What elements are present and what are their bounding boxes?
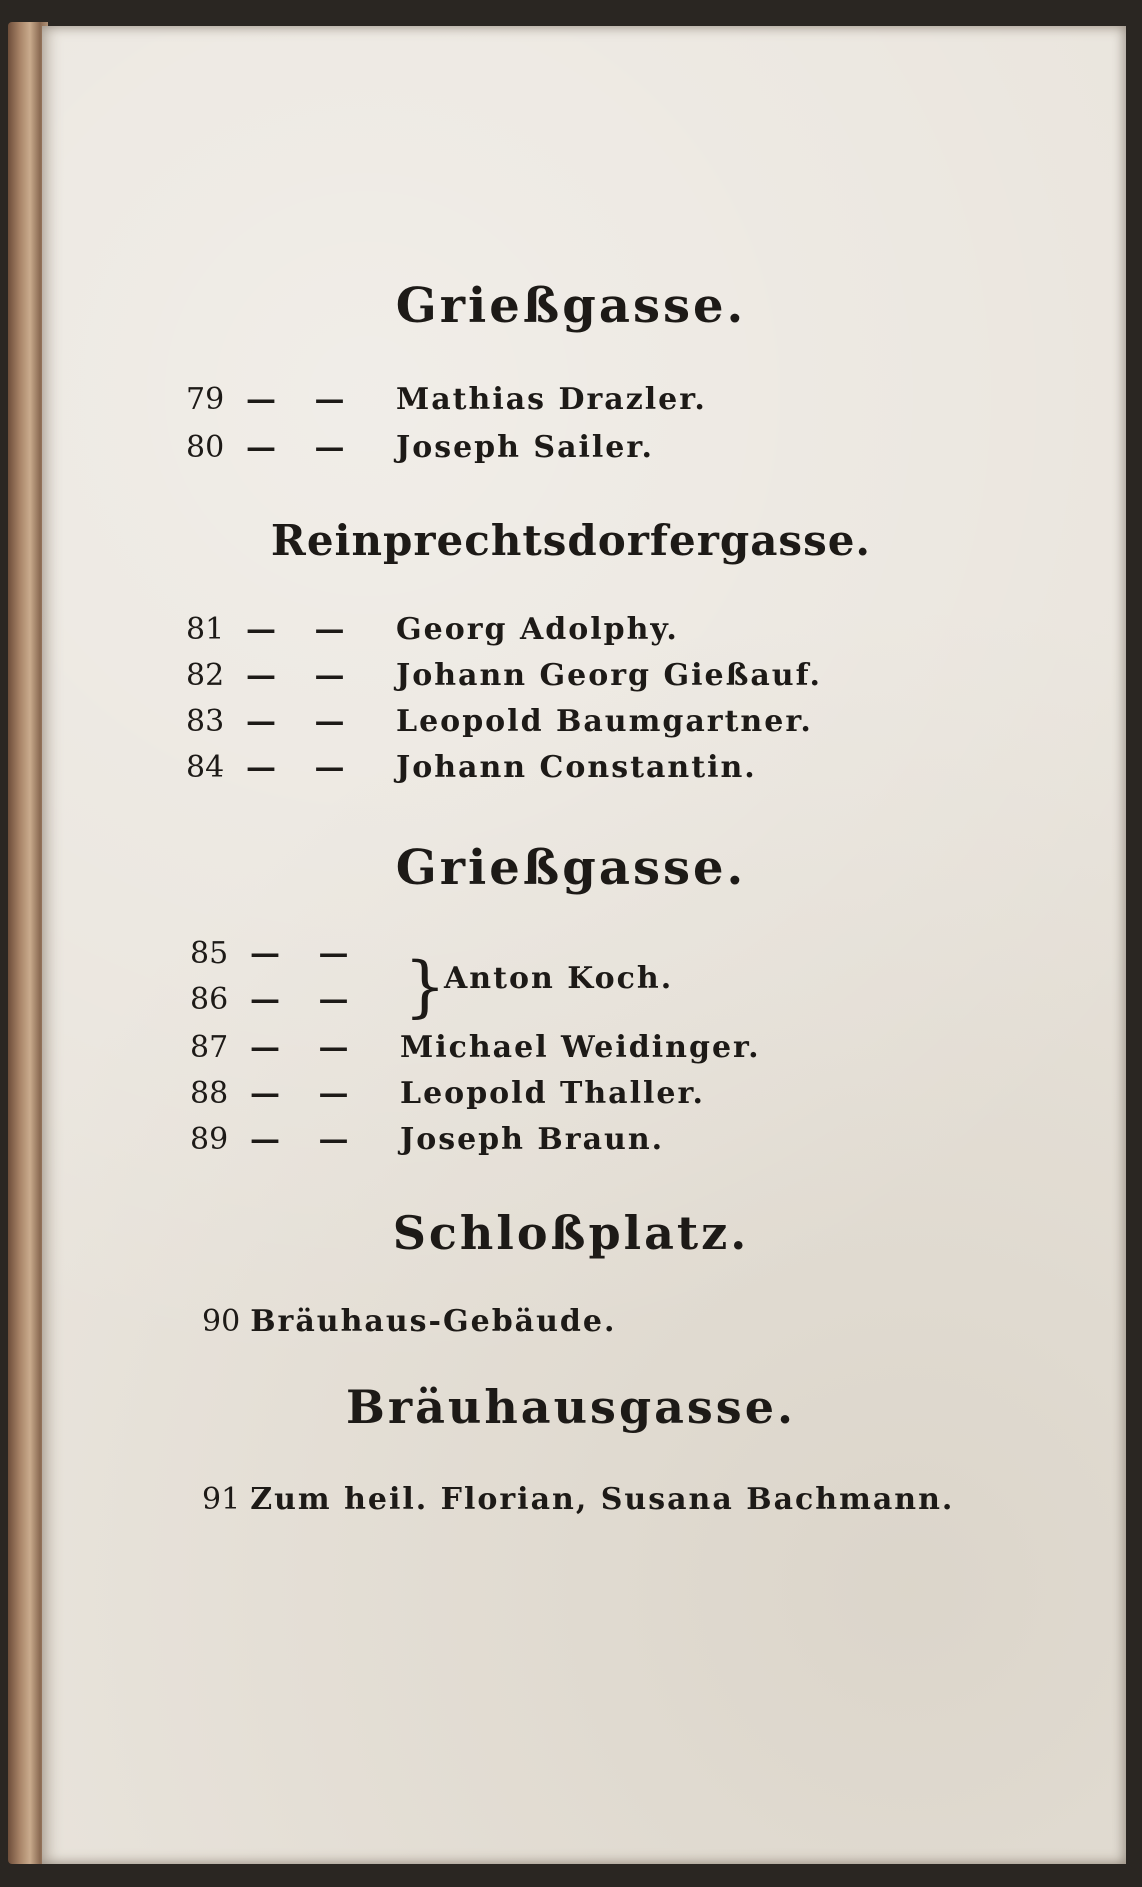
list-item [186,610,986,650]
entry-name: Bräuhaus-Gebäude. [250,1304,617,1339]
list-item [190,1028,990,1068]
entry-name: Joseph Sailer. [396,430,654,465]
entry-dashes: — — [250,1122,363,1157]
entry-dashes: — — [250,1076,363,1111]
entry-name: Leopold Baumgartner. [396,704,813,739]
entry-number: 86 [190,982,229,1017]
entry-name: Georg Adolphy. [396,612,679,647]
entry-number: 80 [186,430,225,465]
entry-name: Leopold Thaller. [400,1076,705,1111]
entry-name: Mathias Drazler. [396,382,707,417]
section-heading: Grießgasse. [395,840,747,896]
entry-number: 82 [186,658,225,693]
entry-name: Zum heil. Florian, Susana Bachmann. [250,1482,955,1517]
entry-name: Anton Koch. [444,961,674,996]
entry-dashes: — — [246,612,359,647]
entry-number: 84 [186,750,225,785]
list-item [186,702,986,742]
section-heading: Reinprechtsdorfergasse. [270,516,872,565]
list-item [186,748,986,788]
section-heading: Bräuhausgasse. [345,1380,796,1434]
entry-dashes: — — [250,1030,363,1065]
entry-number: 91 [202,1482,241,1517]
grouping-brace: } [404,948,446,1025]
entry-number: 90 [202,1304,241,1339]
section-heading: Grießgasse. [395,278,747,334]
list-item [186,380,886,420]
list-item [202,1480,954,1520]
list-item [190,980,420,1020]
entry-dashes: — — [246,750,359,785]
list-item [186,656,986,696]
list-item [186,428,886,468]
section-heading: Schloßplatz. [392,1206,750,1260]
entry-dashes: — — [246,704,359,739]
entry-dashes: — — [250,936,363,971]
entry-number: 88 [190,1076,229,1111]
entry-number: 79 [186,382,225,417]
entry-number: 85 [190,936,229,971]
entry-dashes: — — [246,658,359,693]
entry-name: Johann Constantin. [396,750,757,785]
list-item [190,1074,990,1114]
entry-number: 81 [186,612,225,647]
entry-dashes: — — [246,430,359,465]
entry-number: 83 [186,704,225,739]
entry-number: 87 [190,1030,229,1065]
entry-name: Michael Weidinger. [400,1030,761,1065]
entry-dashes: — — [250,982,363,1017]
list-item [190,934,420,974]
entry-name: Johann Georg Gießauf. [396,658,822,693]
entry-dashes: — — [246,382,359,417]
list-item [202,1302,616,1342]
entry-number: 89 [190,1122,229,1157]
entry-name: Joseph Braun. [400,1122,665,1157]
list-item [190,1120,990,1160]
